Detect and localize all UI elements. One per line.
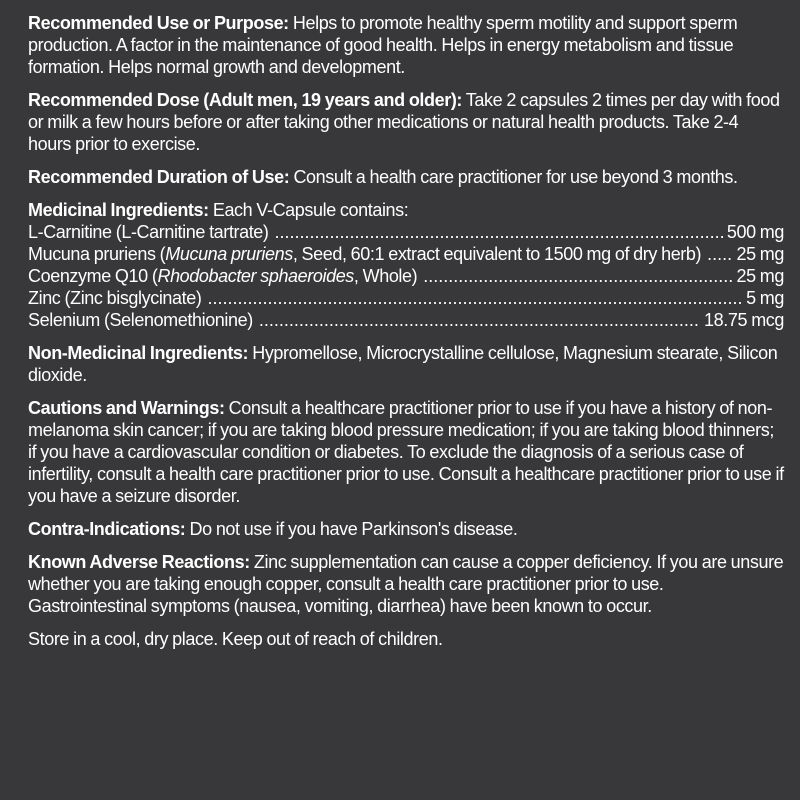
non-medicinal-ingredients-text: Hypromellose, Microcrystalline cellulose, Magnesium stearate, Silicon dioxide. — [28, 343, 778, 385]
ingredient-amount: 25 mg — [736, 244, 784, 264]
recommended-use-text: Helps to promote healthy sperm motility and support sperm production. A factor in the maintenance of good health. Helps in energy metabolism and tissue formation. Helps normal growth and development. — [28, 13, 738, 77]
recommended-use-section — [28, 12, 784, 78]
ingredient-name: L-Carnitine (L-Carnitine tartrate) — [28, 222, 269, 242]
ingredient-amount: 18.75 mcg — [704, 310, 784, 330]
ingredient-name: Zinc (Zinc bisglycinate) — [28, 288, 202, 308]
ingredient-name-part: , Whole) — [353, 266, 418, 286]
dot-leader — [423, 265, 732, 287]
dot-leader — [207, 287, 742, 309]
ingredient-row-coenzyme-q10 — [28, 265, 784, 287]
storage-section — [28, 628, 784, 650]
ingredient-name: Selenium (Selenomethionine) — [28, 310, 253, 330]
medicinal-ingredients-label: Medicinal Ingredients: — [28, 200, 209, 220]
ingredient-name — [28, 243, 701, 265]
ingredient-name-part: Coenzyme Q10 ( — [28, 266, 158, 286]
contra-indications-text: Do not use if you have Parkinson's disease. — [185, 519, 518, 539]
recommended-duration-text: Consult a health care practitioner for use beyond 3 months. — [289, 167, 738, 187]
ingredient-amount: 5 mg — [746, 288, 784, 308]
cautions-section — [28, 397, 784, 507]
adverse-reactions-section — [28, 551, 784, 617]
dot-leader — [707, 243, 732, 265]
medicinal-ingredients-intro: Each V-Capsule contains: — [208, 200, 409, 220]
adverse-reactions-text: Zinc supplementation can cause a copper deficiency. If you are unsure whether you are taking enough copper, consult a health care practitioner prior to use. Gastrointestinal symptoms (nausea, vomiting, diarrhea) have been known to occur. — [28, 552, 784, 616]
ingredient-row-selenium — [28, 309, 784, 331]
recommended-duration-section — [28, 166, 784, 188]
medicinal-ingredients-section — [28, 199, 784, 331]
ingredient-name-part: , Seed, 60:1 extract equivalent to 1500 mg of dry herb) — [292, 244, 702, 264]
cautions-text: Consult a healthcare practitioner prior to use if you have a history of non-melanoma skin cancer; if you are taking blood pressure medication; if you are taking blood thinners; if you have a cardiovascular condition or diabetes. To exclude the diagnosis of a serious case of infertility, consult a health care practitioner prior to use. Consult a healthcare practitioner prior to use if you have a seizure disorder. — [28, 398, 784, 506]
cautions-label: Cautions and Warnings: — [28, 398, 225, 418]
ingredient-amount: 500 mg — [726, 222, 784, 242]
ingredient-row-zinc — [28, 287, 784, 309]
contra-indications-label: Contra-Indications: — [28, 519, 186, 539]
ingredient-amount: 25 mg — [736, 266, 784, 286]
ingredient-latin-name: Rhodobacter sphaeroides — [157, 266, 354, 286]
contra-indications-section — [28, 518, 784, 540]
ingredient-name — [28, 265, 417, 287]
recommended-dose-section — [28, 89, 784, 155]
recommended-use-label: Recommended Use or Purpose: — [28, 13, 289, 33]
ingredient-row-mucuna — [28, 243, 784, 265]
ingredient-row-l-carnitine — [28, 221, 784, 243]
recommended-dose-text: Take 2 capsules 2 times per day with food or milk a few hours before or after taking other medications or natural health products. Take 2-4 hours prior to exercise. — [28, 90, 780, 154]
ingredient-name-part: Mucuna pruriens ( — [28, 244, 166, 264]
storage-text: Store in a cool, dry place. Keep out of reach of children. — [28, 629, 443, 649]
recommended-duration-label: Recommended Duration of Use: — [28, 167, 290, 187]
recommended-dose-label: Recommended Dose (Adult men, 19 years and older): — [28, 90, 463, 110]
adverse-reactions-label: Known Adverse Reactions: — [28, 552, 250, 572]
non-medicinal-ingredients-section — [28, 342, 784, 386]
ingredient-latin-name: Mucuna pruriens — [165, 244, 293, 264]
non-medicinal-ingredients-label: Non-Medicinal Ingredients: — [28, 343, 249, 363]
dot-leader — [259, 309, 700, 331]
dot-leader — [275, 221, 723, 243]
